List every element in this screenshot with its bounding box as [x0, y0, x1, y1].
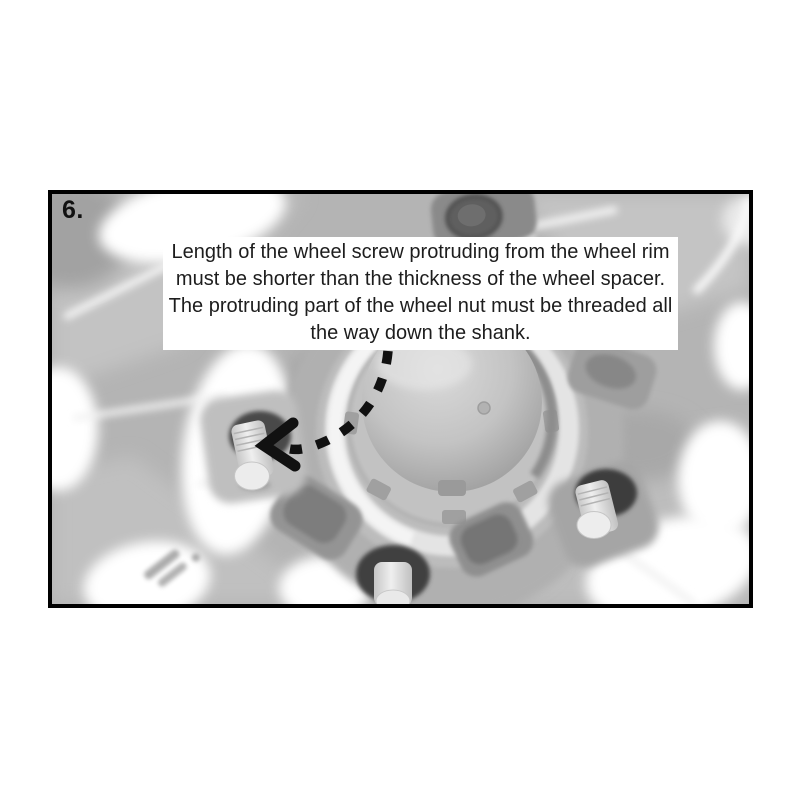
caption-line-3: The protruding part of the wheel nut must be threaded all — [168, 295, 673, 317]
instruction-panel — [48, 190, 753, 608]
caption-line-4: the way down the shank. — [310, 322, 531, 344]
step-number: 6. — [62, 196, 84, 224]
dome-keyway — [438, 480, 466, 496]
caption-box — [163, 237, 678, 350]
stud-end-face — [577, 512, 611, 539]
stud-end-face — [235, 462, 270, 490]
caption-line-2: must be shorter than the thickness of the wheel spacer. — [175, 268, 666, 290]
caption-line-1: Length of the wheel screw protruding from the wheel rim — [171, 241, 670, 263]
dome-dot — [478, 402, 490, 414]
